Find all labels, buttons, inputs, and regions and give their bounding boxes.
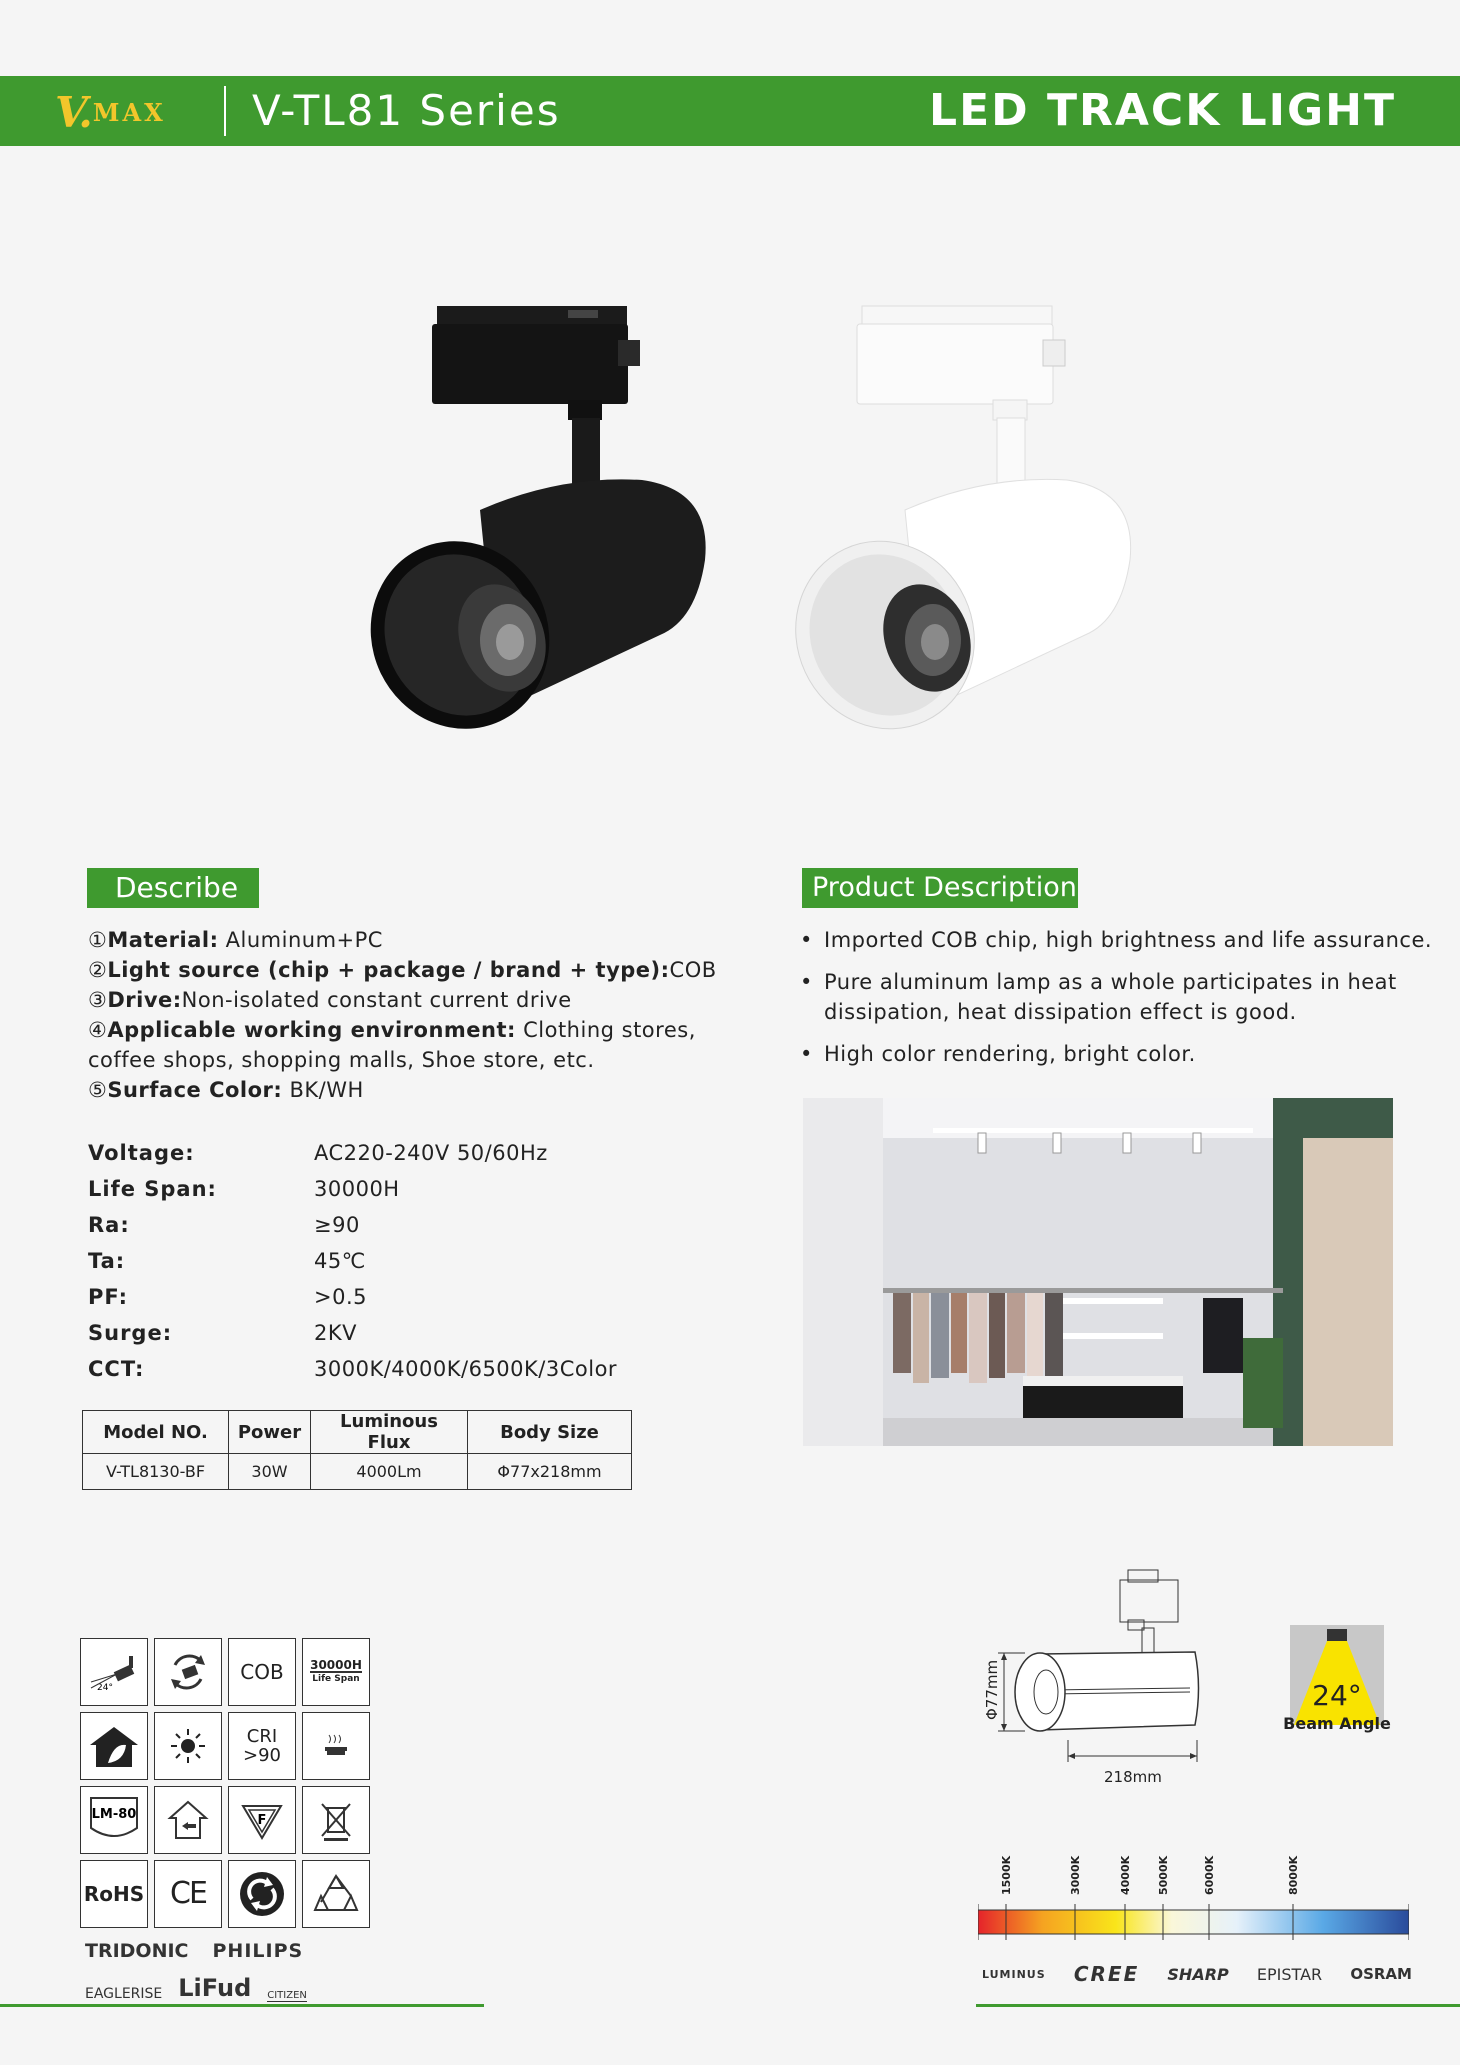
f-mark-icon [228, 1786, 296, 1854]
describe-item: ②Light source (chip + package / brand + type):COB [88, 958, 717, 982]
spec-row: Surge: 2KV [88, 1321, 357, 1345]
rohs-icon: RoHS [80, 1860, 148, 1928]
describe-item: ①Material: Aluminum+PC [88, 928, 383, 952]
sun-brightness-icon [154, 1712, 222, 1780]
brand-logo-lifud: LiFud [178, 1974, 252, 2002]
cob-icon: COB [228, 1638, 296, 1706]
spec-row: Ra: ≥90 [88, 1213, 360, 1237]
svg-text:F: F [257, 1813, 267, 1828]
cct-tick-label: 4000K [1119, 1855, 1132, 1895]
logo-max: MAX [92, 97, 166, 127]
cct-tick-label: 6000K [1203, 1855, 1216, 1895]
table-header: Power [229, 1411, 311, 1454]
describe-item: ③Drive:Non-isolated constant current drive [88, 988, 572, 1012]
describe-list [88, 925, 728, 1105]
cct-tick-label: 5000K [1157, 1855, 1170, 1895]
table-row [83, 1454, 632, 1490]
cct-tick-label: 3000K [1069, 1855, 1082, 1895]
table-header: Model NO. [83, 1411, 229, 1454]
table-cell: 4000Lm [311, 1454, 468, 1490]
lm80-icon [80, 1786, 148, 1854]
footer-line-left [0, 2004, 484, 2007]
brand-logo-tridonic: TRIDONIC [85, 1940, 189, 1962]
spec-row: CCT: 3000K/4000K/6500K/3Color [88, 1357, 618, 1381]
brand-logo-luminus: LUMINUS [982, 1967, 1046, 1981]
indoor-home-icon [80, 1712, 148, 1780]
spec-row: Voltage: AC220-240V 50/60Hz [88, 1141, 548, 1165]
heat-sink-icon [302, 1712, 370, 1780]
table-header: Body Size [468, 1411, 632, 1454]
header-divider [224, 86, 226, 136]
table-cell: 30W [229, 1454, 311, 1490]
driver-brand-logos [85, 1940, 405, 2002]
product-description-title: Product Description [802, 868, 1078, 908]
cri-icon: CRI >90 [228, 1712, 296, 1780]
dimension-length: 218mm [1104, 1768, 1162, 1786]
table-header: Luminous Flux [311, 1411, 468, 1454]
vmax-logo [55, 87, 166, 137]
brand-logo-citizen: CITIZEN [267, 1990, 307, 2001]
dimension-diameter: Φ77mm [983, 1659, 1001, 1720]
recycle-dark-icon [228, 1860, 296, 1928]
dimension-drawing [980, 1560, 1205, 1775]
brand-logo-philips: PHILIPS [212, 1940, 304, 1962]
svg-text:LM-80: LM-80 [91, 1807, 137, 1822]
spec-row: PF: >0.5 [88, 1285, 367, 1309]
svg-text:24°: 24° [97, 1683, 113, 1692]
rotate-icon [154, 1638, 222, 1706]
brand-logo-sharp: SHARP [1167, 1964, 1229, 1984]
store-scene-image [803, 1098, 1393, 1446]
product-description-list [800, 925, 1440, 1081]
cct-tick-label: 8000K [1287, 1855, 1300, 1895]
recycle-icon [302, 1860, 370, 1928]
black-track-light-image [360, 300, 720, 750]
cct-tick-label: 1500K [1000, 1855, 1013, 1895]
cct-tick-labels [978, 1853, 1409, 1893]
describe-item: ④Applicable working environment: Clothing stores, coffee shops, shopping malls, Shoe store, etc. [88, 1018, 696, 1072]
brand-logo-osram: OSRAM [1350, 1965, 1412, 1983]
chip-brand-logos [982, 1962, 1412, 1986]
table-cell: Φ77x218mm [468, 1454, 632, 1490]
series-title: V-TL81 Series [252, 86, 561, 135]
cct-color-scale [978, 1900, 1409, 1940]
list-item: • Imported COB chip, high brightness and life assurance. [800, 928, 1433, 952]
brand-logo-cree: CREE [1073, 1962, 1140, 1986]
table-cell: V-TL8130-BF [83, 1454, 229, 1490]
footer-line-right [976, 2004, 1460, 2007]
ce-icon: CE [154, 1860, 222, 1928]
svg-text:24°: 24° [1312, 1679, 1362, 1712]
beam-24-icon [80, 1638, 148, 1706]
category-title: LED TRACK LIGHT [929, 85, 1396, 136]
describe-title: Describe [87, 868, 259, 908]
weee-bin-icon [302, 1786, 370, 1854]
list-item: • Pure aluminum lamp as a whole participates in heat dissipation, heat dissipation effect is good. [800, 970, 1397, 1024]
logo-v: V. [55, 87, 91, 137]
spec-row: Life Span: 30000H [88, 1177, 400, 1201]
model-table [82, 1410, 632, 1490]
brand-logo-epistar: EPISTAR [1256, 1964, 1323, 1984]
brand-logo-eaglerise: EAGLERISE [85, 1986, 163, 2002]
header-bar [0, 76, 1460, 146]
indoor-use-icon [154, 1786, 222, 1854]
describe-item: ⑤Surface Color: BK/WH [88, 1078, 364, 1102]
white-track-light-image [785, 300, 1145, 750]
spec-row: Ta: 45℃ [88, 1249, 366, 1273]
spec-list [88, 1135, 648, 1387]
lifespan-icon: 30000H Life Span [302, 1638, 370, 1706]
list-item: • High color rendering, bright color. [800, 1042, 1196, 1066]
beam-angle-label: Beam Angle [1283, 1714, 1391, 1733]
feature-icon-grid [80, 1638, 375, 1928]
table-header-row [83, 1411, 632, 1454]
